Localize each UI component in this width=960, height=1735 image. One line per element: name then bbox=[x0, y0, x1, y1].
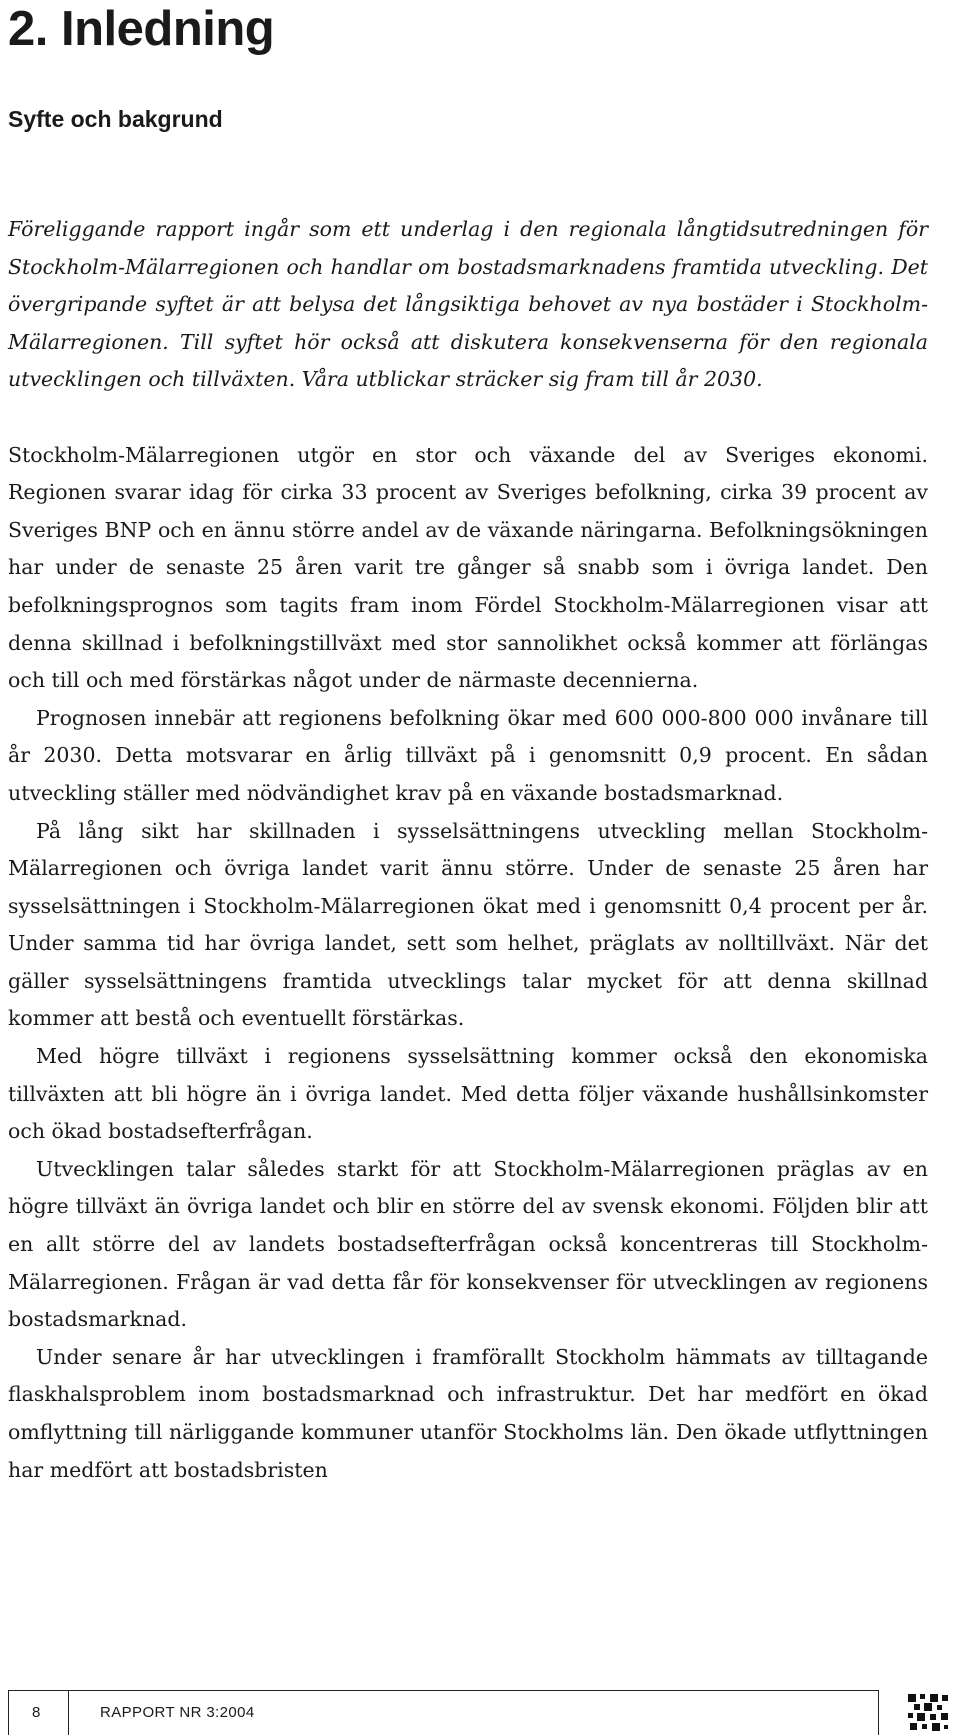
paragraph-4: Med högre tillväxt i regionens sysselsättning kommer också den ekonomiska tillväxten att bli högre än i övriga landet. Med detta följer växande hushållsinkomster och ökad bostadsefterfrågan. bbox=[8, 1044, 928, 1144]
footer-divider-middle bbox=[68, 1690, 69, 1735]
chapter-title: 2. Inledning bbox=[8, 2, 275, 56]
paragraph-2: Prognosen innebär att regionens befolkning ökar med 600 000-800 000 invånare till år 2030. Detta motsvarar en årlig tillväxt på i genomsnitt 0,9 procent. En sådan utveckling ställer med nödvändighet krav på en växande bostadsmarknad. bbox=[8, 705, 928, 805]
section-title: Syfte och bakgrund bbox=[8, 106, 223, 132]
paragraph-6: Under senare år har utvecklingen i framförallt Stockholm hämmats av tilltagande flaskhalsproblem inom bostadsmarknad och infrastruktur. Det har medfört en ökad omflyttning till närliggande kommuner utanför Stockholms län. Den ökade utflyttningen har medfört att bostadsbristen bbox=[8, 1344, 928, 1482]
body-text bbox=[8, 211, 928, 1489]
footer-rule bbox=[8, 1690, 878, 1691]
lead-paragraph: Föreliggande rapport ingår som ett underlag i den regionala långtidsutredningen för Stockholm-Mälarregionen och handlar om bostadsmarknadens framtida utveckling. Det övergripande syftet är att belysa det långsiktiga behovet av nya bostäder i Stockholm-Mälarregionen. Till syftet hör också att diskutera konsekvenserna för den regionala utvecklingen och tillväxten. Våra utblickar sträcker sig fram till år 2030. bbox=[8, 217, 928, 392]
paragraph-5: Utvecklingen talar således starkt för att Stockholm-Mälarregionen präglas av en högre tillväxt än övriga landet och blir en större del av svensk ekonomi. Följden blir att en allt större del av landets bostadsefterfrågan också koncentreras till Stockholm-Mälarregionen. Frågan är vad detta får för konsekvenser för utvecklingen av regionens bostadsmarknad. bbox=[8, 1156, 928, 1332]
page-number: 8 bbox=[32, 1704, 41, 1721]
footer-divider-left bbox=[8, 1690, 9, 1735]
footer-divider-right bbox=[878, 1690, 879, 1735]
paragraph-1: Stockholm-Mälarregionen utgör en stor och växande del av Sveriges ekonomi. Regionen svarar idag för cirka 33 procent av Sveriges befolkning, cirka 39 procent av Sveriges BNP och en ännu större andel av de växande näringarna. Befolkningsökningen har under de senaste 25 åren varit tre gånger så snabb som i övriga landet. Den befolkningsprognos som tagits fram inom Fördel Stockholm-Mälarregionen visar att denna skillnad i befolkningstillväxt med stor sannolikhet också kommer att förlängas och till och med förstärkas något under de närmaste decennierna. bbox=[8, 442, 928, 693]
page-footer bbox=[8, 1690, 954, 1735]
paragraph-3: På lång sikt har skillnaden i sysselsättningens utveckling mellan Stockholm-Mälarregionen och övriga landet varit ännu större. Under de senaste 25 åren har sysselsättningen i Stockholm-Mälarregionen ökat med i genomsnitt 0,4 procent per år. Under samma tid har övriga landet, sett som helhet, präglats av nolltillväxt. När det gäller sysselsättningens framtida utvecklings talar mycket för att denna skillnad kommer att bestå och eventuellt förstärkas. bbox=[8, 818, 928, 1031]
report-label: RAPPORT NR 3:2004 bbox=[100, 1704, 255, 1721]
dotted-square-logo-icon bbox=[906, 1692, 950, 1732]
